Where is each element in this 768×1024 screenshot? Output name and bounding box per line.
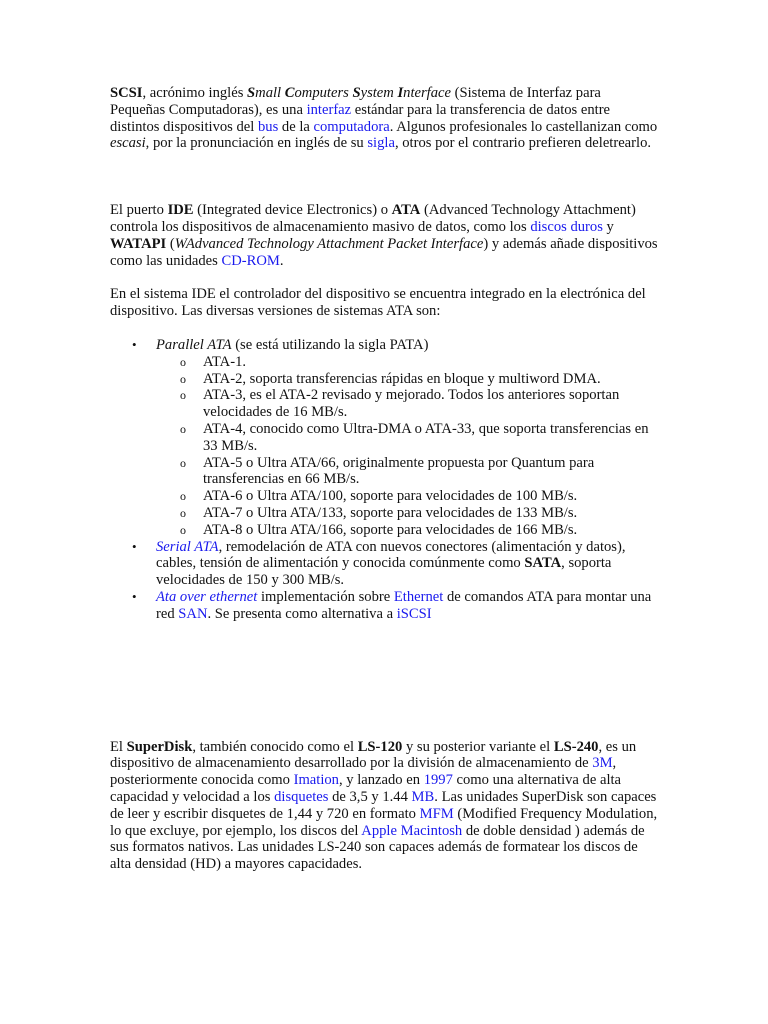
superdisk-paragraph (110, 739, 658, 873)
list-item-ata-version (156, 488, 658, 505)
ata-versions-list (156, 354, 658, 539)
link-3m[interactable]: 3M (592, 755, 613, 772)
ls-240-term: LS-240 (553, 738, 599, 755)
list-item-parallel-ata (110, 337, 658, 539)
list-item-ata-version (156, 387, 658, 421)
link-san[interactable]: SAN (178, 605, 208, 622)
link-imation[interactable]: Imation (293, 772, 339, 789)
link-text: Serial ATA (156, 538, 219, 555)
text: , por la pronunciación en inglés de su (145, 135, 368, 152)
scsi-paragraph (110, 85, 658, 152)
text: (Modified Frequency Modulation, lo que excluye, por ejemplo, los discos del (110, 805, 658, 839)
link-computadora[interactable]: computadora (313, 118, 390, 135)
link-1997[interactable]: 1997 (423, 772, 453, 789)
watapi-expansion: WAdvanced Technology Attachment Packet Interface (174, 235, 484, 252)
sub-bullet-marker: o (180, 388, 186, 403)
link-bus[interactable]: bus (257, 118, 279, 135)
link-discos-duros[interactable]: discos duros (530, 218, 603, 235)
superdisk-term: SuperDisk (126, 738, 193, 755)
ide-system-paragraph: En el sistema IDE el controlador del dispositivo se encuentra integrado en la electrónica del dispositivo. Las diversas versiones de sistemas ATA son: (110, 286, 646, 320)
link-serial-ata[interactable] (156, 539, 219, 555)
link-interfaz[interactable]: interfaz (306, 101, 352, 118)
bullet-marker: • (132, 538, 137, 554)
text: y su posterior variante el (402, 738, 554, 755)
initial: S (247, 85, 256, 101)
sub-bullet-marker: o (180, 455, 186, 470)
sub-bullet-marker: o (180, 522, 186, 537)
text: , es un dispositivo de almacenamiento desarrollado por la división de almacenamiento de (110, 738, 637, 772)
ata-term: ATA (391, 202, 421, 219)
text: mall (255, 85, 285, 101)
list-item-ata-version (156, 354, 658, 371)
link-apple-macintosh[interactable]: Apple Macintosh (361, 822, 463, 839)
link-mb[interactable]: MB (411, 788, 435, 805)
text: ATA-2, soporta transferencias rápidas en bloque y multiword DMA. (203, 370, 601, 387)
scsi-expansion (247, 85, 451, 101)
sub-bullet-marker: o (180, 354, 186, 369)
text: ATA-5 o Ultra ATA/66, originalmente propuesta por Quantum para transferencias en 66 MB/s. (203, 454, 595, 488)
text: ATA-8 o Ultra ATA/166, soporte para velocidades de 166 MB/s. (203, 521, 578, 538)
sub-bullet-marker: o (180, 489, 186, 504)
ata-types-list (110, 337, 658, 623)
link-sigla[interactable]: sigla (367, 135, 395, 152)
sata-term: SATA (524, 555, 562, 572)
list-item-ata-version (156, 371, 658, 388)
text: estándar para la transferencia de datos entre distintos dispositivos del (110, 101, 611, 135)
text: , acrónimo inglés (142, 85, 248, 101)
text: , otros por el contrario prefieren deletrearlo. (394, 135, 652, 152)
text: , también conocido como el (192, 738, 358, 755)
text: implementación sobre (257, 588, 394, 605)
text: (Sistema de Interfaz para Pequeñas Computadoras), es una (110, 85, 601, 118)
text: (se está utilizando la sigla PATA) (231, 336, 429, 353)
list-item-ata-version (156, 421, 658, 455)
list-item-ata-over-ethernet (110, 589, 658, 623)
text: ATA-1. (203, 353, 247, 370)
text: . (279, 252, 284, 269)
escasi-term: escasi (110, 135, 146, 152)
text: ATA-3, es el ATA-2 revisado y mejorado. Todos los anteriores soportan velocidades de 16 MB/s. (203, 387, 620, 421)
text: de comandos ATA para montar una red (156, 588, 652, 622)
text: ystem (360, 85, 398, 101)
link-ata-over-ethernet[interactable] (156, 589, 257, 605)
watapi-term: WATAPI (110, 235, 167, 252)
text: (Integrated device Electronics) o (193, 202, 392, 219)
scsi-term: SCSI (110, 85, 143, 101)
text: . Algunos profesionales lo castellanizan como (389, 118, 658, 135)
text: . Se presenta como alternativa a (207, 605, 397, 622)
link-disquetes[interactable]: disquetes (274, 788, 329, 805)
ide-term: IDE (167, 202, 194, 219)
text: ( (166, 235, 175, 252)
text: , soporta velocidades de 150 y 300 MB/s. (156, 555, 612, 589)
text: nterface (403, 85, 451, 101)
initial: S (352, 85, 361, 101)
text: ATA-7 o Ultra ATA/133, soporte para velocidades de 133 MB/s. (203, 504, 578, 521)
initial: C (284, 85, 295, 101)
text: , remodelación de ATA con nuevos conectores (alimentación y datos), cables, tensión de alimentación y conocida comúnmente como (156, 538, 626, 572)
text: ATA-6 o Ultra ATA/100, soporte para velocidades de 100 MB/s. (203, 488, 578, 505)
sub-bullet-marker: o (180, 371, 186, 386)
text: ) y además añade dispositivos como las unidades (110, 235, 658, 269)
text: El puerto (110, 202, 168, 219)
link-ethernet[interactable]: Ethernet (393, 588, 444, 605)
bullet-marker: • (132, 588, 137, 604)
ide-paragraph (110, 202, 658, 269)
link-mfm[interactable]: MFM (419, 805, 454, 822)
bullet-marker: • (132, 336, 137, 352)
list-item-ata-version (156, 455, 658, 489)
link-text: Ata over ethernet (156, 588, 258, 605)
parallel-ata-term: Parallel ATA (156, 336, 232, 353)
text: El (110, 738, 127, 755)
text: omputers (294, 85, 353, 101)
link-iscsi[interactable]: iSCSI (396, 605, 432, 622)
document-body (110, 85, 658, 873)
text: de la (278, 118, 314, 135)
text: . Las unidades SuperDisk son capaces de leer y escribir disquetes de 1,44 y 720 en formato (110, 788, 657, 822)
link-cd-rom[interactable]: CD-ROM (221, 252, 280, 269)
sub-bullet-marker: o (180, 421, 186, 436)
list-item-ata-version (156, 505, 658, 522)
text: (Advanced Technology Attachment) controla los dispositivos de almacenamiento masivo de datos, como los (110, 202, 636, 235)
text: , posteriormente conocida como (110, 755, 617, 789)
initial: I (397, 85, 404, 101)
text: como una alternativa de alta capacidad y velocidad a los (110, 772, 622, 805)
sub-bullet-marker: o (180, 505, 186, 520)
text: ATA-4, conocido como Ultra-DMA o ATA-33, que soporta transferencias en 33 MB/s. (203, 420, 649, 454)
text: y (602, 218, 614, 235)
list-item-serial-ata (110, 539, 658, 589)
text: , y lanzado en (338, 772, 424, 789)
list-item-ata-version (156, 522, 658, 539)
ls-120-term: LS-120 (357, 738, 403, 755)
text: de 3,5 y 1.44 (328, 788, 412, 805)
text: de doble densidad ) además de sus formatos nativos. Las unidades LS-240 son capaces además de formatear los discos de alta densidad (HD) a mayores capacidades. (110, 822, 645, 873)
